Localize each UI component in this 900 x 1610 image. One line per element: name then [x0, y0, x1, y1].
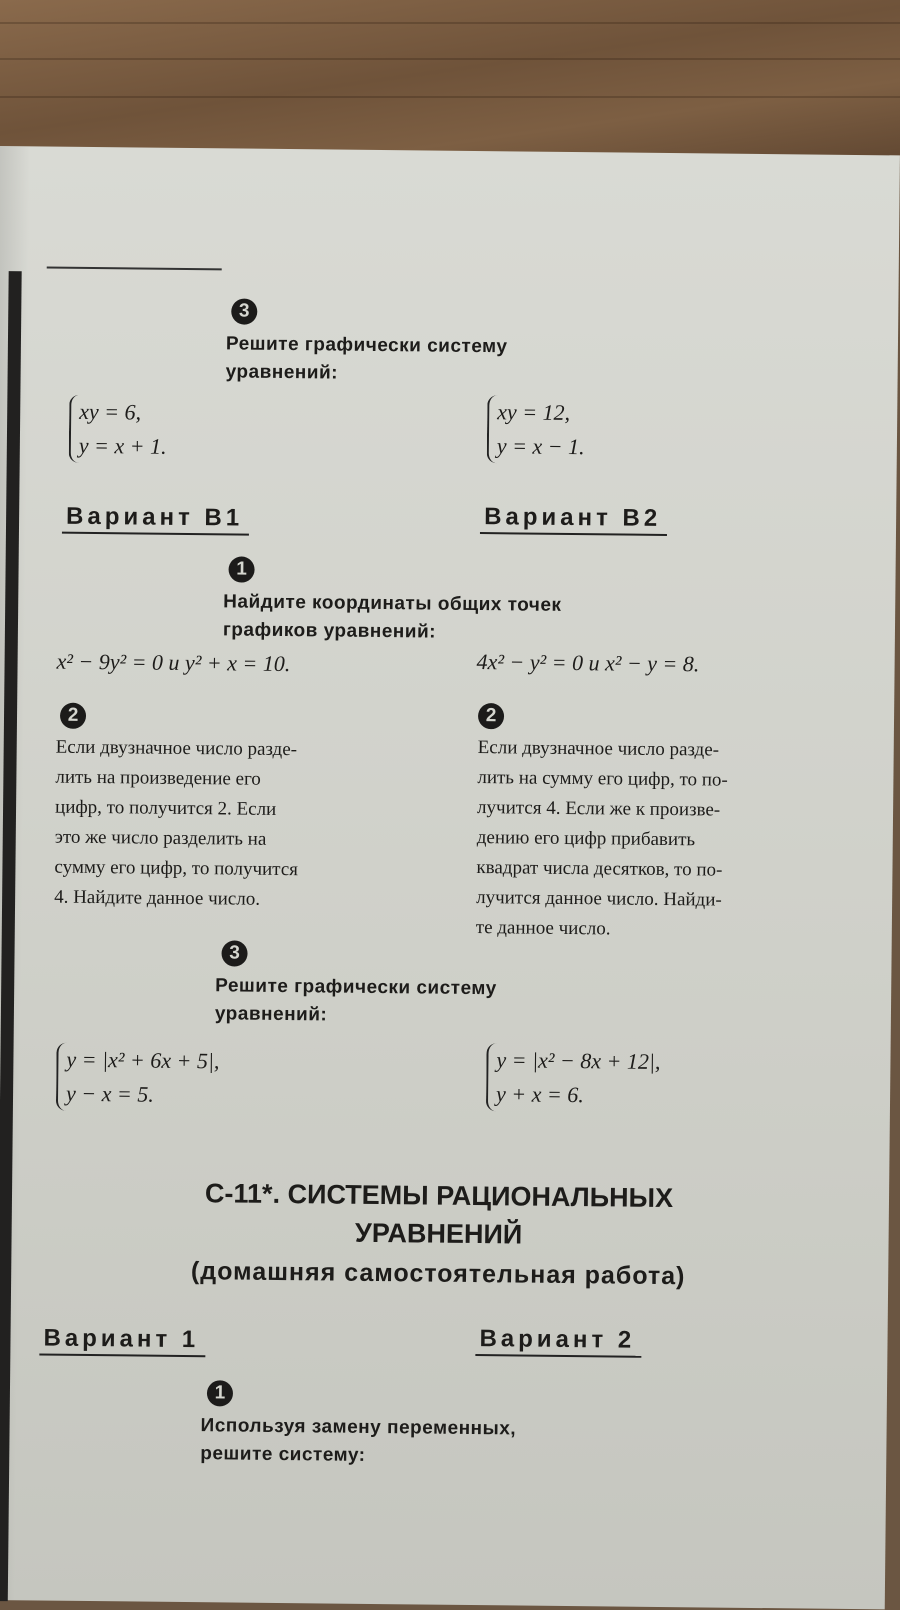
instruction-line: уравнений: — [214, 1003, 328, 1026]
instruction-line: Решите графически систему — [225, 333, 508, 358]
section-subheading: (домашняя самостоятельная работа) — [190, 1257, 686, 1291]
text-line: дению его цифр прибавить — [476, 827, 696, 851]
text-line: Если двузначное число разде- — [477, 737, 720, 761]
equation-system-right — [487, 395, 585, 464]
wood-grain — [0, 96, 900, 98]
task-number-badge: 1 — [228, 556, 254, 582]
task-number-badge: 3 — [221, 940, 247, 966]
section-heading: С-11*. СИСТЕМЫ РАЦИОНАЛЬНЫХ — [204, 1178, 674, 1214]
task-instruction — [223, 588, 562, 648]
wood-grain — [0, 58, 900, 60]
text-line: квадрат числа десятков, то по- — [476, 857, 723, 881]
task-instruction — [225, 330, 507, 389]
equation: y = x − 1. — [496, 433, 585, 460]
instruction-line: уравнений: — [225, 361, 339, 384]
text-line: 4. Найдите данное число. — [54, 886, 261, 910]
text-line: лучится 4. Если же к произве- — [476, 797, 721, 821]
task-instruction — [200, 1412, 516, 1471]
instruction-line: графиков уравнений: — [222, 619, 437, 643]
wooden-table — [0, 0, 900, 170]
word-problem-left — [54, 733, 410, 917]
instruction-line: решите систему: — [200, 1443, 366, 1466]
word-problem-right — [476, 733, 838, 947]
equation-system-left — [56, 1043, 220, 1113]
equation-system-left — [69, 395, 167, 464]
equation: xy = 12, — [497, 399, 571, 425]
task-number-badge: 2 — [478, 703, 504, 729]
text-line: сумму его цифр, то получится — [54, 856, 299, 881]
equation: y = |x² − 8x + 12|, — [496, 1047, 661, 1074]
equation: y + x = 6. — [495, 1081, 584, 1108]
equation-right: 4x² − y² = 0 и x² − y = 8. — [476, 649, 700, 677]
variant-2-label: Вариант 2 — [475, 1325, 641, 1358]
instruction-line: Используя замену переменных, — [200, 1415, 517, 1440]
textbook-page — [0, 146, 900, 1609]
variant-1-label: Вариант 1 — [39, 1324, 205, 1357]
instruction-line: Решите графически систему — [215, 975, 497, 1000]
top-rule — [47, 266, 222, 270]
text-line: Если двузначное число разде- — [55, 736, 298, 761]
task-number-badge: 1 — [207, 1380, 233, 1406]
task-instruction — [215, 972, 497, 1031]
equation: y = x + 1. — [78, 432, 167, 459]
variant-b1-label: Вариант В1 — [62, 503, 249, 536]
task-number-badge: 2 — [60, 703, 86, 729]
variant-b2-label: Вариант В2 — [480, 503, 667, 536]
text-line: те данное число. — [475, 917, 611, 940]
wood-grain — [0, 22, 900, 24]
equation-left: x² − 9y² = 0 и y² + x = 10. — [56, 648, 291, 677]
text-line: лить на произведение его — [55, 766, 261, 790]
task-number-badge: 3 — [231, 298, 257, 324]
equation: y − x = 5. — [65, 1080, 154, 1107]
text-line: лучится данное число. Найди- — [476, 887, 722, 911]
section-heading: УРАВНЕНИЙ — [354, 1217, 523, 1250]
instruction-line: Найдите координаты общих точек — [223, 591, 562, 616]
equation: y = |x² + 6x + 5|, — [66, 1046, 220, 1074]
equation: xy = 6, — [79, 398, 142, 425]
text-line: цифр, то получится 2. Если — [54, 796, 277, 820]
text-line: это же число разделить на — [54, 826, 267, 850]
equation-system-right — [486, 1043, 661, 1113]
text-line: лить на сумму его цифр, то по- — [477, 767, 728, 791]
